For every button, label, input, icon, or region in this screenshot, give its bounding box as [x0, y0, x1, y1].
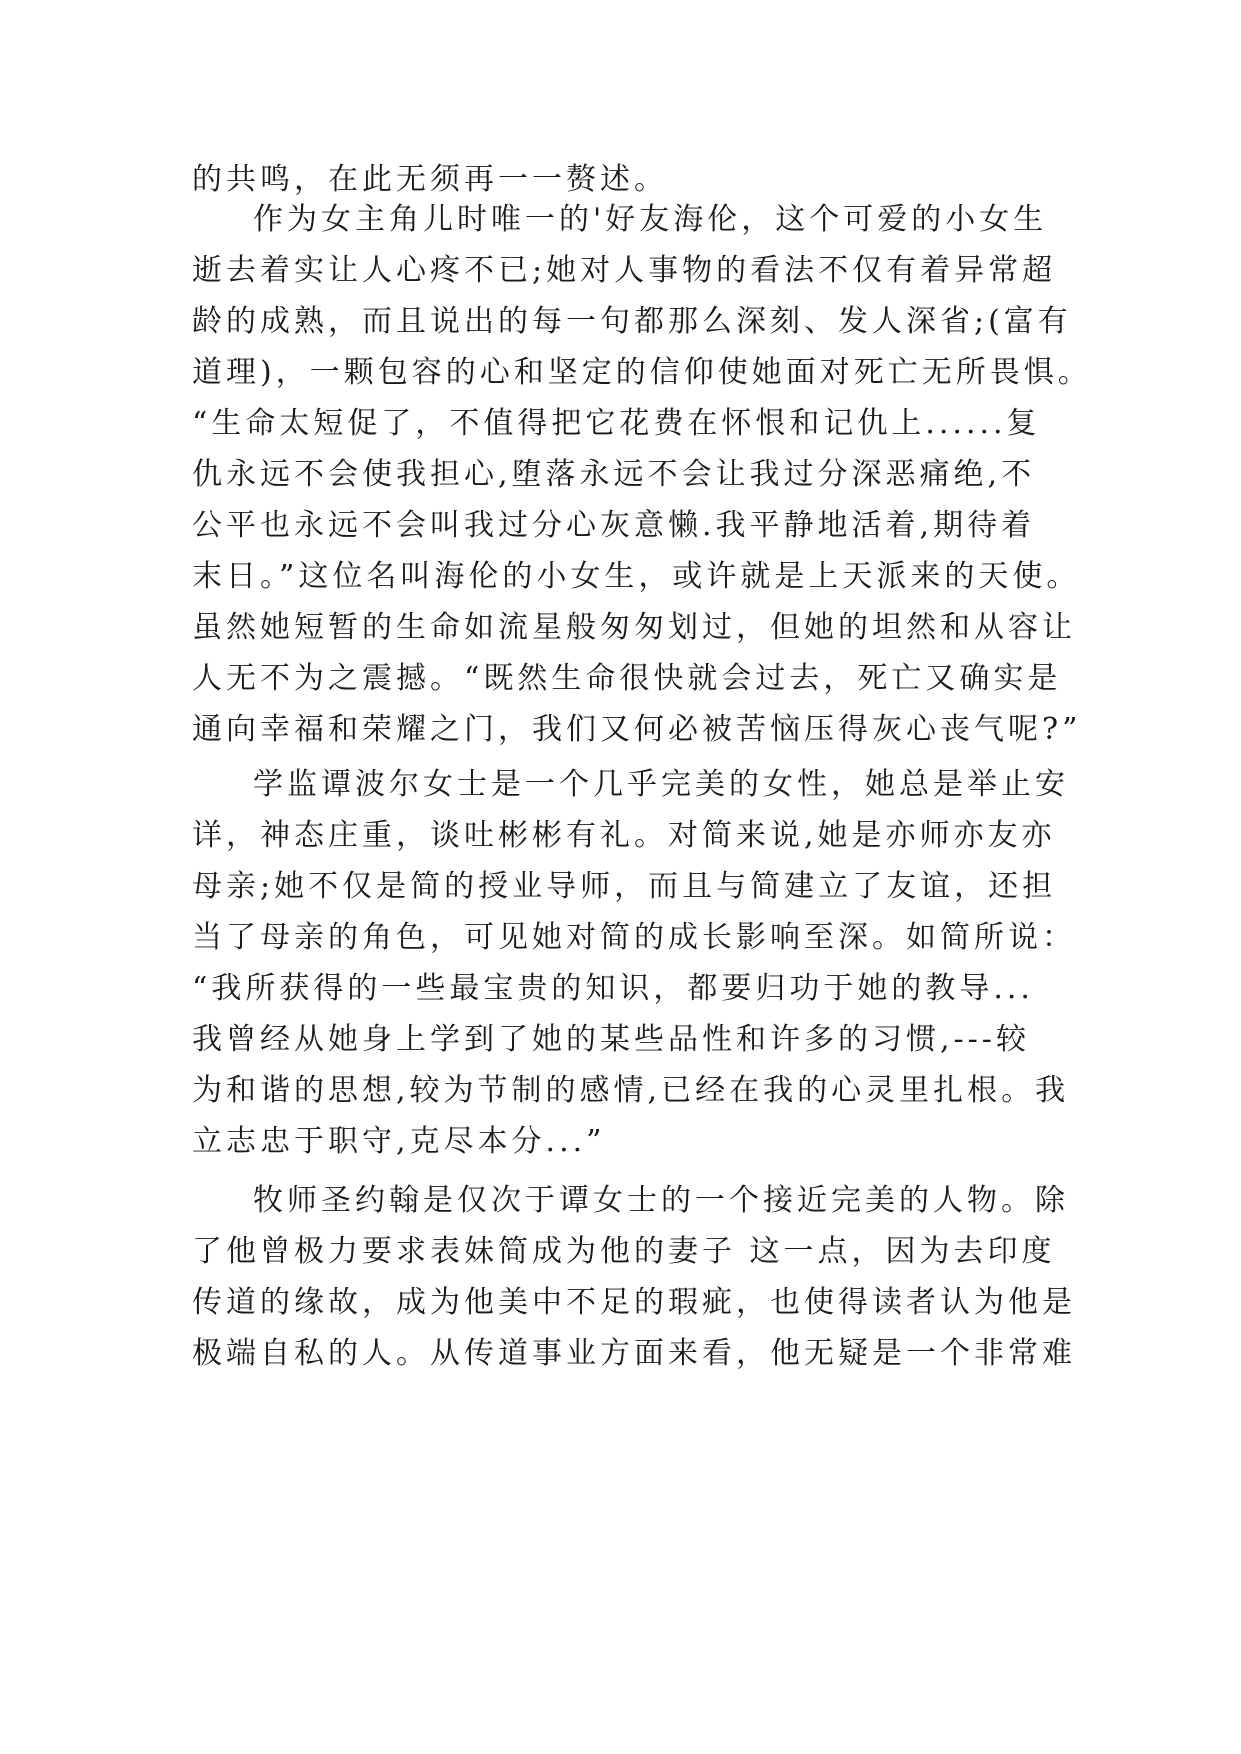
text-line: 为和谐的思想,较为节制的感情,已经在我的心灵里扎根。我 [192, 1073, 1070, 1108]
text-line: 详，神态庄重，谈吐彬彬有礼。对简来说,她是亦师亦友亦 [192, 818, 1056, 853]
paragraph-first-line: 牧师圣约翰是仅次于谭女士的一个接近完美的人物。除 [253, 1183, 1069, 1218]
text-line: 仇永远不会使我担心,堕落永远不会让我过分深恶痛绝,不 [192, 457, 1036, 492]
text-line: 末日。”这位名叫海伦的小女生，或许就是上天派来的天使。 [192, 559, 1081, 594]
text-line: 我曾经从她身上学到了她的某些品性和许多的习惯,---较 [192, 1022, 1030, 1057]
text-line: 龄的成熟，而且说出的每一句都那么深刻、发人深省;(富有 [192, 304, 1072, 339]
text-line: “生命太短促了，不值得把它花费在怀恨和记仇上......复 [192, 406, 1041, 441]
text-line: 道理)，一颗包容的心和坚定的信仰使她面对死亡无所畏惧。 [192, 355, 1092, 390]
text-line: 母亲;她不仅是简的授业导师，而且与简建立了友谊，还担 [192, 869, 1057, 904]
text-line: “我所获得的一些最宝贵的知识，都要归功于她的教导... [192, 971, 1034, 1006]
paragraph-first-line: 作为女主角儿时唯一的'好友海伦，这个可爱的小女生 [253, 202, 1048, 237]
text-line: 公平也永远不会叫我过分心灰意懒.我平静地活着,期待着 [192, 508, 1036, 543]
text-line: 逝去着实让人心疼不已;她对人事物的看法不仅有着异常超 [192, 253, 1057, 288]
text-line: 当了母亲的角色，可见她对简的成长影响至深。如简所说： [192, 920, 1076, 955]
text-line: 了他曾极力要求表妹简成为他的妻子 这一点，因为去印度 [192, 1234, 1056, 1269]
text-line: 立志忠于职守,克尽本分...” [192, 1124, 606, 1159]
paragraph-first-line: 学监谭波尔女士是一个几乎完美的女性，她总是举止安 [253, 767, 1069, 802]
text-line: 的共鸣，在此无须再一一赘述。 [192, 162, 668, 197]
text-line: 人无不为之震撼。“既然生命很快就会过去，死亡又确实是 [192, 661, 1062, 696]
text-line: 虽然她短暂的生命如流星般匆匆划过，但她的坦然和从容让 [192, 610, 1076, 645]
text-line: 通向幸福和荣耀之门，我们又何必被苦恼压得灰心丧气呢?” [192, 712, 1082, 747]
text-line: 极端自私的人。从传道事业方面来看，他无疑是一个非常难 [192, 1336, 1076, 1371]
text-line: 传道的缘故，成为他美中不足的瑕疵，也使得读者认为他是 [192, 1285, 1076, 1320]
